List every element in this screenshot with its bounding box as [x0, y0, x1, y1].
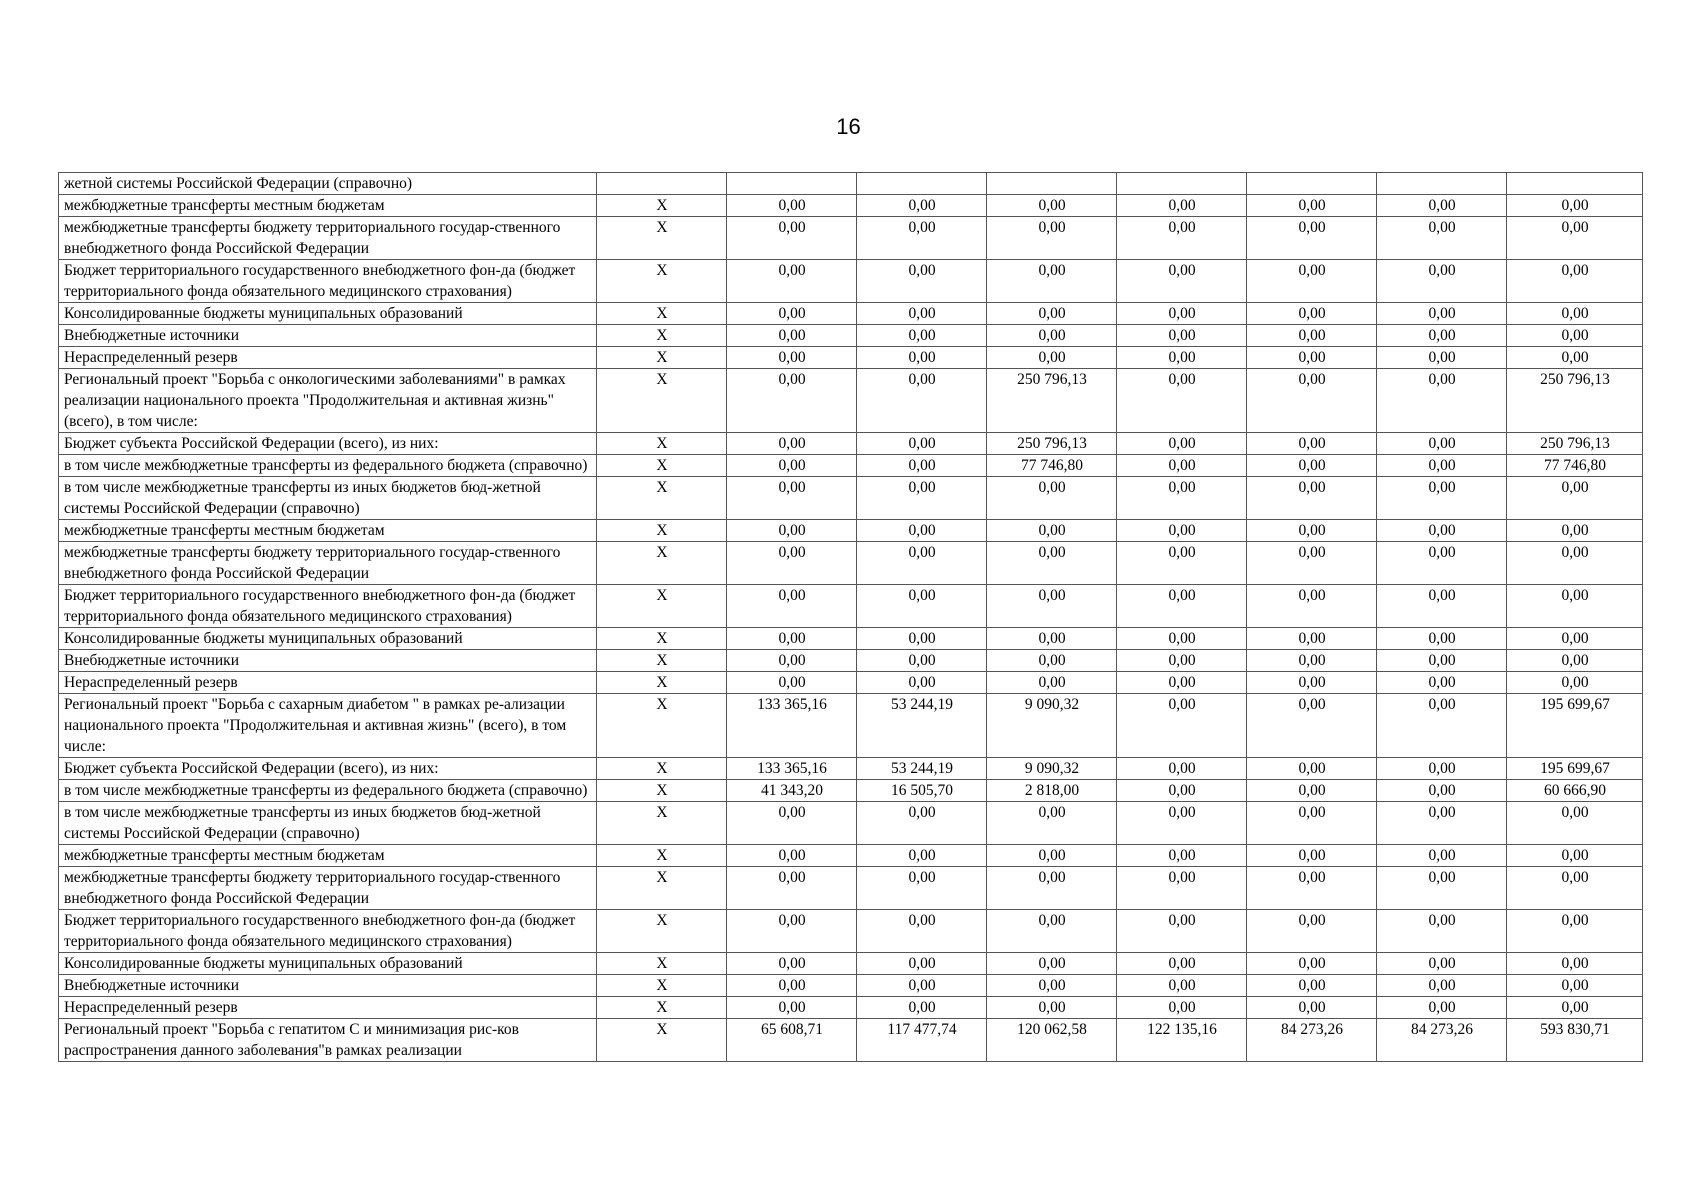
value-cell: 0,00	[1247, 845, 1377, 867]
value-cell: 0,00	[727, 195, 857, 217]
value-cell: 0,00	[1377, 802, 1507, 845]
value-cell: 0,00	[1247, 650, 1377, 672]
table-row	[59, 455, 1643, 477]
value-cell: 0,00	[1507, 628, 1643, 650]
table-row	[59, 628, 1643, 650]
row-mark-cell: X	[597, 628, 727, 650]
row-mark-cell: X	[597, 520, 727, 542]
value-cell: 195 699,67	[1507, 758, 1643, 780]
table-row	[59, 845, 1643, 867]
value-cell: 0,00	[1247, 694, 1377, 758]
value-cell: 0,00	[1117, 585, 1247, 628]
row-label-cell: межбюджетные трансферты местным бюджетам	[59, 195, 597, 217]
value-cell: 0,00	[857, 672, 987, 694]
row-mark-cell: X	[597, 369, 727, 433]
value-cell: 0,00	[1117, 758, 1247, 780]
row-label-cell: Бюджет территориального государственного внебюджетного фон-да (бюджет территориального фонда обязательного медицинского страхования)	[59, 910, 597, 953]
value-cell: 0,00	[1507, 477, 1643, 520]
value-cell: 0,00	[1377, 433, 1507, 455]
row-label-cell: Региональный проект "Борьба с сахарным диабетом " в рамках ре-ализации национального проекта "Продолжительная и активная жизнь" (всего), в том числе:	[59, 694, 597, 758]
value-cell: 0,00	[1247, 672, 1377, 694]
value-cell: 0,00	[857, 477, 987, 520]
value-cell: 0,00	[1507, 975, 1643, 997]
value-cell: 65 608,71	[727, 1019, 857, 1062]
value-cell	[987, 173, 1117, 195]
row-label-cell: Бюджет территориального государственного внебюджетного фон-да (бюджет территориального фонда обязательного медицинского страхования)	[59, 260, 597, 303]
row-mark-cell: X	[597, 347, 727, 369]
value-cell: 0,00	[1117, 455, 1247, 477]
row-mark-cell: X	[597, 910, 727, 953]
row-label-cell: Внебюджетные источники	[59, 325, 597, 347]
value-cell: 133 365,16	[727, 758, 857, 780]
value-cell: 0,00	[727, 802, 857, 845]
value-cell: 0,00	[987, 542, 1117, 585]
value-cell: 0,00	[857, 650, 987, 672]
table-row	[59, 433, 1643, 455]
table-row	[59, 173, 1643, 195]
row-label-cell: в том числе межбюджетные трансферты из федерального бюджета (справочно)	[59, 455, 597, 477]
value-cell: 0,00	[1507, 347, 1643, 369]
value-cell	[1117, 173, 1247, 195]
value-cell: 0,00	[1117, 433, 1247, 455]
row-label-cell: межбюджетные трансферты бюджету территориального государ-ственного внебюджетного фонда Российской Федерации	[59, 867, 597, 910]
row-label-cell: межбюджетные трансферты бюджету территориального государ-ственного внебюджетного фонда Российской Федерации	[59, 542, 597, 585]
value-cell: 0,00	[1117, 369, 1247, 433]
table-row	[59, 694, 1643, 758]
value-cell: 0,00	[987, 650, 1117, 672]
value-cell: 0,00	[857, 455, 987, 477]
value-cell: 0,00	[1247, 585, 1377, 628]
value-cell: 0,00	[1377, 910, 1507, 953]
row-mark-cell: X	[597, 802, 727, 845]
value-cell: 0,00	[1377, 195, 1507, 217]
value-cell: 0,00	[1117, 650, 1247, 672]
value-cell: 133 365,16	[727, 694, 857, 758]
value-cell: 0,00	[727, 520, 857, 542]
value-cell: 0,00	[1377, 520, 1507, 542]
value-cell: 0,00	[1117, 477, 1247, 520]
value-cell: 0,00	[857, 433, 987, 455]
value-cell: 0,00	[1507, 217, 1643, 260]
value-cell: 0,00	[727, 303, 857, 325]
row-mark-cell: X	[597, 650, 727, 672]
value-cell: 0,00	[1247, 303, 1377, 325]
value-cell: 0,00	[1377, 758, 1507, 780]
value-cell: 0,00	[857, 260, 987, 303]
value-cell: 0,00	[1247, 325, 1377, 347]
value-cell: 0,00	[1117, 542, 1247, 585]
value-cell: 0,00	[1247, 433, 1377, 455]
value-cell: 0,00	[1247, 455, 1377, 477]
value-cell: 0,00	[1247, 520, 1377, 542]
value-cell: 0,00	[987, 953, 1117, 975]
value-cell: 0,00	[987, 195, 1117, 217]
value-cell: 0,00	[1377, 369, 1507, 433]
row-mark-cell: X	[597, 672, 727, 694]
value-cell: 0,00	[987, 997, 1117, 1019]
row-mark-cell: X	[597, 975, 727, 997]
value-cell: 0,00	[1247, 953, 1377, 975]
value-cell	[1247, 173, 1377, 195]
value-cell: 0,00	[1377, 628, 1507, 650]
row-mark-cell: X	[597, 997, 727, 1019]
value-cell: 0,00	[857, 347, 987, 369]
value-cell: 0,00	[727, 997, 857, 1019]
row-mark-cell: X	[597, 758, 727, 780]
value-cell: 77 746,80	[1507, 455, 1643, 477]
value-cell: 0,00	[1377, 845, 1507, 867]
row-label-cell: Внебюджетные источники	[59, 975, 597, 997]
value-cell: 0,00	[1247, 802, 1377, 845]
value-cell: 250 796,13	[1507, 433, 1643, 455]
row-mark-cell: X	[597, 780, 727, 802]
value-cell: 0,00	[1247, 780, 1377, 802]
value-cell: 0,00	[1117, 347, 1247, 369]
value-cell: 53 244,19	[857, 694, 987, 758]
value-cell: 0,00	[1507, 260, 1643, 303]
table-row	[59, 585, 1643, 628]
value-cell: 0,00	[1377, 694, 1507, 758]
value-cell: 0,00	[1507, 650, 1643, 672]
value-cell: 0,00	[727, 953, 857, 975]
row-mark-cell: X	[597, 260, 727, 303]
row-label-cell: жетной системы Российской Федерации (справочно)	[59, 173, 597, 195]
value-cell: 0,00	[857, 867, 987, 910]
value-cell: 0,00	[1117, 217, 1247, 260]
value-cell: 0,00	[987, 477, 1117, 520]
row-label-cell: Консолидированные бюджеты муниципальных образований	[59, 628, 597, 650]
row-label-cell: Бюджет субъекта Российской Федерации (всего), из них:	[59, 758, 597, 780]
row-label-cell: межбюджетные трансферты местным бюджетам	[59, 520, 597, 542]
table-row	[59, 260, 1643, 303]
value-cell: 0,00	[1117, 325, 1247, 347]
value-cell: 77 746,80	[987, 455, 1117, 477]
value-cell: 0,00	[1507, 325, 1643, 347]
row-label-cell: Консолидированные бюджеты муниципальных образований	[59, 953, 597, 975]
value-cell: 0,00	[727, 325, 857, 347]
value-cell: 0,00	[987, 845, 1117, 867]
value-cell: 0,00	[1247, 347, 1377, 369]
value-cell: 0,00	[857, 997, 987, 1019]
value-cell: 0,00	[857, 953, 987, 975]
value-cell: 0,00	[1117, 694, 1247, 758]
table-row	[59, 672, 1643, 694]
row-label-cell: Нераспределенный резерв	[59, 672, 597, 694]
table-row	[59, 217, 1643, 260]
value-cell: 0,00	[857, 542, 987, 585]
value-cell: 0,00	[1377, 953, 1507, 975]
value-cell: 0,00	[1247, 975, 1377, 997]
value-cell: 0,00	[1117, 910, 1247, 953]
value-cell: 9 090,32	[987, 694, 1117, 758]
value-cell: 0,00	[727, 845, 857, 867]
value-cell: 41 343,20	[727, 780, 857, 802]
value-cell: 0,00	[727, 217, 857, 260]
value-cell: 0,00	[1247, 542, 1377, 585]
value-cell: 0,00	[1247, 260, 1377, 303]
row-mark-cell: X	[597, 953, 727, 975]
value-cell: 0,00	[857, 369, 987, 433]
table-row	[59, 975, 1643, 997]
value-cell: 0,00	[857, 585, 987, 628]
table-row	[59, 802, 1643, 845]
value-cell: 0,00	[727, 260, 857, 303]
value-cell: 250 796,13	[1507, 369, 1643, 433]
value-cell: 0,00	[1117, 845, 1247, 867]
row-mark-cell: X	[597, 433, 727, 455]
value-cell: 122 135,16	[1117, 1019, 1247, 1062]
value-cell: 0,00	[1117, 260, 1247, 303]
row-label-cell: Региональный проект "Борьба с онкологическими заболеваниями" в рамках реализации национального проекта "Продолжительная и активная жизнь" (всего), в том числе:	[59, 369, 597, 433]
row-mark-cell: X	[597, 845, 727, 867]
value-cell: 0,00	[857, 910, 987, 953]
value-cell: 0,00	[1377, 975, 1507, 997]
row-mark-cell: X	[597, 325, 727, 347]
table-row	[59, 520, 1643, 542]
value-cell: 16 505,70	[857, 780, 987, 802]
value-cell: 0,00	[987, 303, 1117, 325]
value-cell: 0,00	[1117, 303, 1247, 325]
value-cell: 0,00	[1247, 217, 1377, 260]
table-row	[59, 758, 1643, 780]
value-cell: 0,00	[1377, 347, 1507, 369]
value-cell: 593 830,71	[1507, 1019, 1643, 1062]
value-cell: 0,00	[1117, 628, 1247, 650]
value-cell: 0,00	[987, 585, 1117, 628]
value-cell: 0,00	[1377, 325, 1507, 347]
table-row	[59, 953, 1643, 975]
value-cell: 0,00	[1117, 520, 1247, 542]
value-cell: 0,00	[1247, 867, 1377, 910]
value-cell: 0,00	[1247, 477, 1377, 520]
value-cell: 0,00	[1377, 542, 1507, 585]
table-row	[59, 780, 1643, 802]
row-mark-cell: X	[597, 585, 727, 628]
value-cell: 0,00	[1377, 455, 1507, 477]
row-mark-cell: X	[597, 455, 727, 477]
value-cell: 195 699,67	[1507, 694, 1643, 758]
value-cell: 0,00	[727, 455, 857, 477]
table-row	[59, 369, 1643, 433]
value-cell: 0,00	[1117, 195, 1247, 217]
table-body	[59, 173, 1643, 1062]
value-cell	[1507, 173, 1643, 195]
row-label-cell: Нераспределенный резерв	[59, 997, 597, 1019]
value-cell: 0,00	[1117, 672, 1247, 694]
value-cell: 84 273,26	[1377, 1019, 1507, 1062]
value-cell: 0,00	[1247, 369, 1377, 433]
value-cell: 0,00	[727, 477, 857, 520]
table-row	[59, 347, 1643, 369]
value-cell: 0,00	[857, 802, 987, 845]
value-cell: 9 090,32	[987, 758, 1117, 780]
value-cell: 0,00	[987, 975, 1117, 997]
value-cell: 60 666,90	[1507, 780, 1643, 802]
value-cell	[727, 173, 857, 195]
value-cell: 0,00	[727, 867, 857, 910]
value-cell: 0,00	[1507, 542, 1643, 585]
row-mark-cell: X	[597, 694, 727, 758]
value-cell: 2 818,00	[987, 780, 1117, 802]
value-cell: 0,00	[727, 347, 857, 369]
row-label-cell: Внебюджетные источники	[59, 650, 597, 672]
row-mark-cell: X	[597, 542, 727, 585]
value-cell: 0,00	[1507, 910, 1643, 953]
value-cell: 0,00	[1507, 303, 1643, 325]
value-cell: 0,00	[727, 910, 857, 953]
value-cell: 0,00	[857, 975, 987, 997]
row-label-cell: межбюджетные трансферты бюджету территориального государ-ственного внебюджетного фонда Российской Федерации	[59, 217, 597, 260]
value-cell: 0,00	[1117, 953, 1247, 975]
row-label-cell: в том числе межбюджетные трансферты из иных бюджетов бюд-жетной системы Российской Федерации (справочно)	[59, 477, 597, 520]
value-cell: 0,00	[727, 672, 857, 694]
row-mark-cell: X	[597, 217, 727, 260]
value-cell: 0,00	[727, 369, 857, 433]
value-cell: 0,00	[1117, 867, 1247, 910]
value-cell: 0,00	[857, 303, 987, 325]
table-row	[59, 195, 1643, 217]
value-cell: 0,00	[857, 520, 987, 542]
table-row	[59, 1019, 1643, 1062]
value-cell: 0,00	[727, 585, 857, 628]
row-mark-cell: X	[597, 303, 727, 325]
value-cell: 0,00	[857, 195, 987, 217]
value-cell: 0,00	[1377, 217, 1507, 260]
page-number: 16	[836, 114, 861, 139]
row-mark-cell: X	[597, 477, 727, 520]
value-cell: 0,00	[1247, 910, 1377, 953]
table-row	[59, 650, 1643, 672]
row-mark-cell: X	[597, 867, 727, 910]
value-cell: 0,00	[857, 845, 987, 867]
value-cell: 0,00	[1247, 997, 1377, 1019]
value-cell: 0,00	[1507, 520, 1643, 542]
value-cell	[857, 173, 987, 195]
value-cell: 84 273,26	[1247, 1019, 1377, 1062]
value-cell: 0,00	[1377, 997, 1507, 1019]
value-cell: 0,00	[987, 217, 1117, 260]
row-label-cell: в том числе межбюджетные трансферты из федерального бюджета (справочно)	[59, 780, 597, 802]
value-cell: 0,00	[987, 347, 1117, 369]
value-cell: 0,00	[1247, 758, 1377, 780]
value-cell: 53 244,19	[857, 758, 987, 780]
row-mark-cell: X	[597, 195, 727, 217]
table-row	[59, 325, 1643, 347]
row-label-cell: Бюджет субъекта Российской Федерации (всего), из них:	[59, 433, 597, 455]
value-cell: 0,00	[1507, 997, 1643, 1019]
value-cell: 0,00	[987, 260, 1117, 303]
value-cell: 0,00	[1377, 477, 1507, 520]
value-cell: 0,00	[987, 802, 1117, 845]
value-cell: 0,00	[1507, 672, 1643, 694]
value-cell: 0,00	[727, 628, 857, 650]
table-row	[59, 910, 1643, 953]
value-cell: 0,00	[1507, 867, 1643, 910]
row-label-cell: Нераспределенный резерв	[59, 347, 597, 369]
value-cell: 0,00	[1117, 997, 1247, 1019]
value-cell: 0,00	[1507, 802, 1643, 845]
value-cell: 0,00	[1247, 195, 1377, 217]
row-label-cell: Региональный проект "Борьба с гепатитом С и минимизация рис-ков распространения данного заболевания"в рамках реализации	[59, 1019, 597, 1062]
value-cell: 250 796,13	[987, 369, 1117, 433]
value-cell: 0,00	[1507, 585, 1643, 628]
value-cell: 0,00	[987, 325, 1117, 347]
table-row	[59, 997, 1643, 1019]
value-cell: 0,00	[1377, 303, 1507, 325]
table-row	[59, 303, 1643, 325]
row-mark-cell: X	[597, 1019, 727, 1062]
table-row	[59, 867, 1643, 910]
value-cell: 0,00	[727, 542, 857, 585]
value-cell: 0,00	[1377, 672, 1507, 694]
value-cell: 0,00	[1507, 845, 1643, 867]
value-cell: 120 062,58	[987, 1019, 1117, 1062]
table-row	[59, 477, 1643, 520]
value-cell: 0,00	[1377, 260, 1507, 303]
row-label-cell: межбюджетные трансферты местным бюджетам	[59, 845, 597, 867]
value-cell: 0,00	[1377, 867, 1507, 910]
value-cell: 0,00	[1117, 975, 1247, 997]
row-mark-cell	[597, 173, 727, 195]
value-cell: 0,00	[1507, 195, 1643, 217]
value-cell: 0,00	[1377, 780, 1507, 802]
value-cell: 0,00	[1117, 802, 1247, 845]
value-cell: 0,00	[1507, 953, 1643, 975]
value-cell: 0,00	[1117, 780, 1247, 802]
value-cell: 0,00	[987, 910, 1117, 953]
value-cell: 0,00	[727, 975, 857, 997]
value-cell: 0,00	[1377, 585, 1507, 628]
value-cell: 0,00	[727, 650, 857, 672]
value-cell: 250 796,13	[987, 433, 1117, 455]
budget-table	[58, 172, 1643, 1062]
value-cell: 0,00	[1377, 650, 1507, 672]
value-cell: 0,00	[987, 520, 1117, 542]
value-cell: 0,00	[857, 325, 987, 347]
value-cell: 0,00	[987, 672, 1117, 694]
row-label-cell: Консолидированные бюджеты муниципальных образований	[59, 303, 597, 325]
value-cell: 0,00	[727, 433, 857, 455]
row-label-cell: в том числе межбюджетные трансферты из иных бюджетов бюд-жетной системы Российской Федерации (справочно)	[59, 802, 597, 845]
value-cell: 0,00	[857, 217, 987, 260]
value-cell: 0,00	[987, 628, 1117, 650]
value-cell: 0,00	[987, 867, 1117, 910]
value-cell: 0,00	[857, 628, 987, 650]
value-cell: 0,00	[1247, 628, 1377, 650]
value-cell	[1377, 173, 1507, 195]
value-cell: 117 477,74	[857, 1019, 987, 1062]
row-label-cell: Бюджет территориального государственного внебюджетного фон-да (бюджет территориального фонда обязательного медицинского страхования)	[59, 585, 597, 628]
table-row	[59, 542, 1643, 585]
